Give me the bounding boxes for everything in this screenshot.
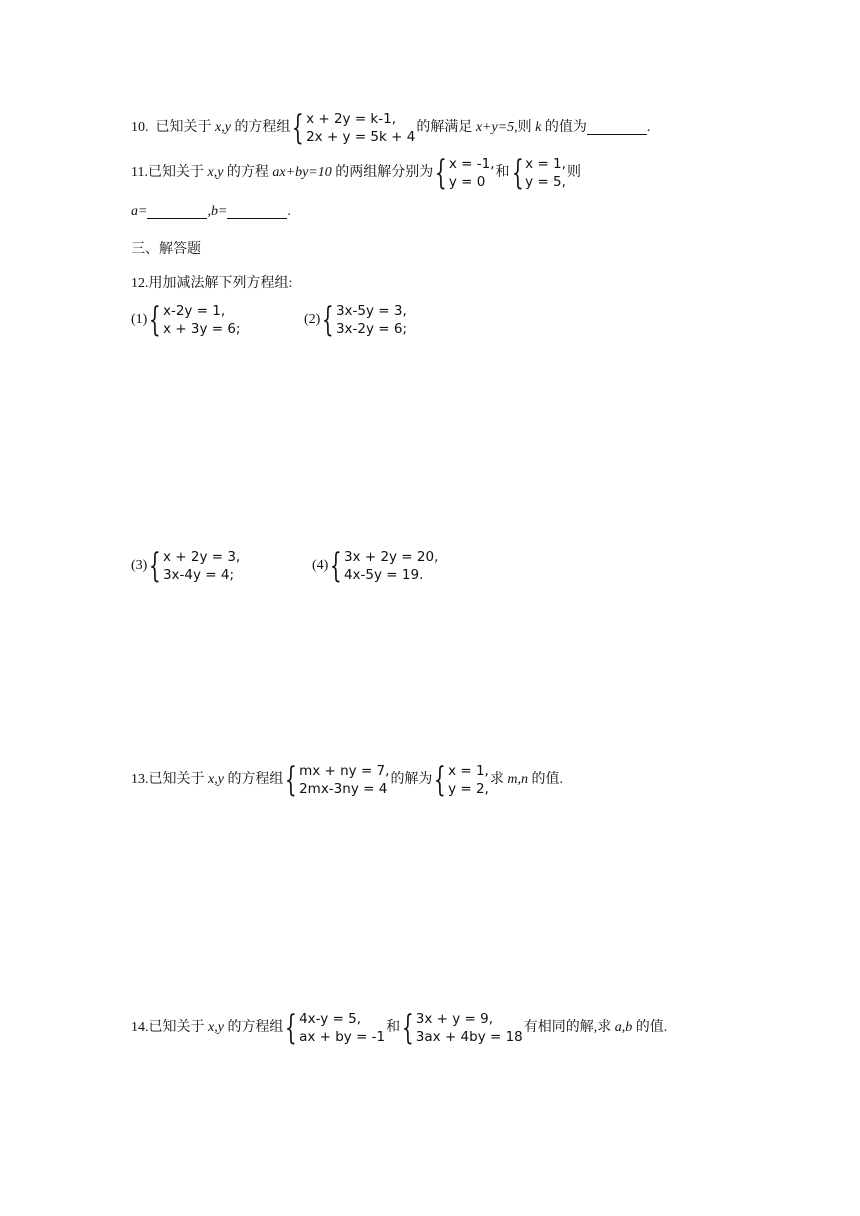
problem-12-3 [131, 546, 241, 586]
problem-12-1 [131, 300, 241, 340]
equation-row: x + 2y = 3, [162, 549, 241, 566]
left-brace-icon: { [285, 1008, 298, 1048]
left-brace-icon: { [285, 760, 298, 800]
equation-row: x = 1, [448, 763, 489, 780]
solution [433, 760, 489, 800]
question-13 [131, 760, 563, 800]
problem-label: (4) [312, 558, 329, 573]
question-text: 的方程组 [227, 1020, 284, 1035]
equation-system [284, 760, 390, 800]
equation-system [329, 546, 439, 586]
question-number: 11. [131, 165, 148, 180]
section-heading: 三、解答题 [131, 242, 201, 257]
left-brace-icon: { [402, 1008, 414, 1048]
variables: x,y [208, 1020, 224, 1035]
question-text: 则 [566, 165, 581, 180]
equation-row: 3x-2y = 6; [335, 320, 408, 337]
left-brace-icon: { [149, 546, 162, 586]
left-brace-icon: { [292, 108, 305, 148]
equation-row: 3x-5y = 3, [335, 303, 407, 320]
variables: x,y [207, 165, 224, 180]
problem-12-2 [304, 300, 408, 340]
b-label: b= [210, 204, 228, 219]
equation-row: 3x + y = 9, [415, 1011, 494, 1028]
ask-variables: a,b [614, 1020, 633, 1035]
question-text: 和 [386, 1020, 401, 1035]
problem-label: (3) [131, 558, 148, 573]
a-label: a= [131, 204, 148, 219]
equation: ax+by=10 [272, 165, 332, 180]
question-12-title: 12.用加减法解下列方程组: [131, 276, 293, 291]
question-number: 13. [131, 772, 149, 787]
equation-row: mx + ny = 7, [299, 763, 390, 780]
question-text: ,则 [514, 120, 532, 135]
left-brace-icon: { [511, 153, 524, 193]
variables: x,y [208, 772, 224, 787]
problem-label: (1) [131, 312, 148, 327]
equation-row: 2x + y = 5k + 4 [306, 128, 416, 145]
question-10 [131, 108, 650, 148]
equation-system [148, 300, 241, 340]
equation-row: x + 2y = k-1, [306, 111, 397, 128]
question-11-answers [131, 204, 291, 220]
equation-row: 3ax + 4by = 18 [415, 1028, 523, 1045]
question-text: 的方程组 [234, 120, 291, 135]
question-number: 10. [131, 120, 149, 135]
comma: , [207, 204, 211, 219]
equation-row: y = 5, [525, 173, 566, 190]
question-14 [131, 1008, 667, 1048]
equation-row: x-2y = 1, [162, 303, 226, 320]
solution-1 [434, 153, 495, 193]
equation-row: ax + by = -1 [299, 1028, 386, 1045]
equation-system [148, 546, 241, 586]
period: . [287, 204, 291, 219]
variables: x,y [215, 120, 231, 135]
question-text: 已知关于 [155, 120, 212, 135]
question-text: 和 [495, 165, 510, 180]
problem-label: (2) [304, 312, 321, 327]
question-number: 14. [131, 1020, 149, 1035]
equation-system [291, 108, 416, 148]
equation-row: 4x-y = 5, [299, 1011, 362, 1028]
condition: x+y=5 [475, 120, 515, 135]
answer-blank[interactable] [587, 121, 647, 135]
question-text: 的两组解分别为 [335, 165, 434, 180]
equation-row: x = 1, [525, 156, 566, 173]
question-text: 求 [489, 772, 504, 787]
question-text: 的值. [531, 772, 563, 787]
answer-blank-b[interactable] [227, 205, 287, 219]
equation-row: x + 3y = 6; [162, 320, 241, 337]
question-text: 已知关于 [148, 772, 205, 787]
equation-row: 2mx-3ny = 4 [299, 780, 388, 797]
answer-blank-a[interactable] [147, 205, 207, 219]
equation-system-1 [284, 1008, 386, 1048]
left-brace-icon: { [322, 300, 335, 340]
equation-system [321, 300, 408, 340]
equation-row: x = -1, [448, 156, 495, 173]
equation-row: y = 0 [448, 173, 486, 190]
question-text: 的解为 [390, 772, 433, 787]
question-text: 的方程 [226, 165, 269, 180]
solution-2 [511, 153, 566, 193]
question-text: 的解满足 [416, 120, 473, 135]
equation-row: 4x-5y = 19. [343, 566, 424, 583]
question-text: 的方程组 [227, 772, 284, 787]
period: . [646, 120, 651, 135]
equation-row: 3x + 2y = 20, [343, 549, 439, 566]
question-text: 有相同的解,求 [523, 1020, 612, 1035]
question-11 [131, 153, 581, 193]
question-text: 已知关于 [147, 165, 204, 180]
question-text: 的值. [635, 1020, 668, 1035]
variable-k: k [535, 120, 542, 135]
ask-variables: m,n [507, 772, 528, 787]
left-brace-icon: { [330, 546, 343, 586]
left-brace-icon: { [149, 300, 162, 340]
problem-12-4 [312, 546, 439, 586]
left-brace-icon: { [435, 153, 448, 193]
equation-row: y = 2, [448, 780, 489, 797]
left-brace-icon: { [434, 760, 447, 800]
equation-row: 3x-4y = 4; [162, 566, 235, 583]
equation-system-2 [401, 1008, 523, 1048]
question-text: 已知关于 [148, 1020, 205, 1035]
question-text: 的值为 [544, 120, 587, 135]
